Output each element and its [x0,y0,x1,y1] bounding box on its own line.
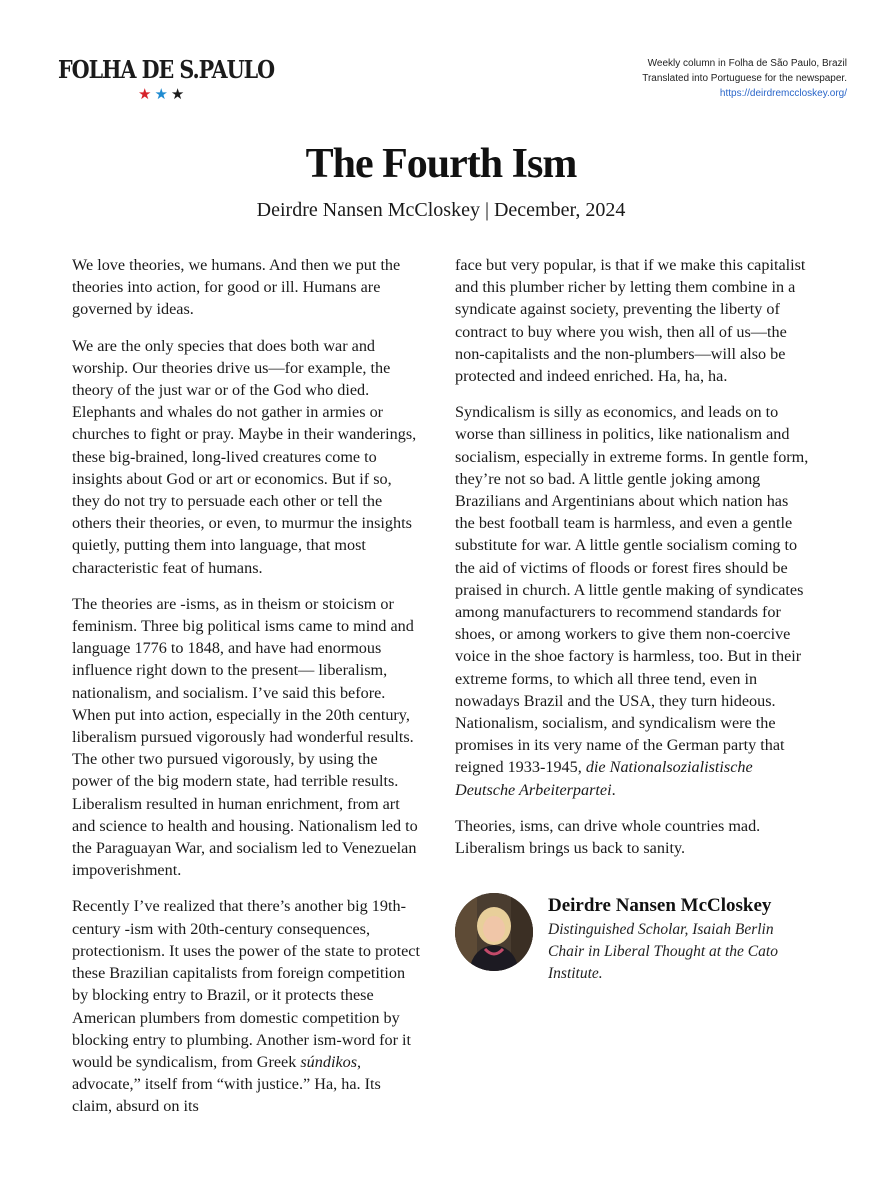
blue-star-icon: ★ [154,85,171,103]
column-note [642,56,847,101]
byline: Deirdre Nansen McCloskey | December, 2024 [256,199,626,221]
paragraph: Theories, isms, can drive whole countries mad. Liberalism brings us back to sanity. [455,816,761,858]
black-star-icon: ★ [170,85,188,103]
italic-term: súndikos [300,1052,358,1071]
masthead [58,55,288,103]
text-run: Syndicalism is silly as economics, and leads on to worse than silliness in politics, like nationalism and socialism, especially in extreme forms. In gentle form, they’re not so bad. A little gentle joking among Brazilians and Argentinians about which nation has the best football team is harmless, and even a gentle substitute for war. A little gentle socialism coming to the aid of victims of floods or forest fires should be praised in church. A little gentle making of syndicates among manufacturers to recommend standards for shoes, or among workers to give them non-coercive voice in the shoe factory is harmless, too. But in their extreme forms, to which all three tend, even in nowadays Brazil and the USA, they turn hideous. Nationalism, socialism, and syndicalism were the promises in its very name of the German party that reigned 1933-1945, [455,403,809,777]
logo-stars [138,86,187,102]
newspaper-logo: FOLHA DE S.PAULO [58,55,275,84]
author-name: Deirdre Nansen McCloskey [548,895,772,916]
paragraph: The theories are -isms, as in theism or stoicism or feminism. Three big political isms came to mind and language 1776 to 1848, and have had enormous influence right down to the present— liberalism, nationalism, and socialism. I’ve said this before. When put into action, especially in the 20th century, liberalism pursued vigorously had wonderful results. The other two pursued vigorously, by using the power of the big modern state, had terrible results. Liberalism resulted in human enrichment, from art and science to health and housing. Nationalism led to the Paraguayan War, and socialism led to Venezuelan impoverishment. [72,594,418,880]
right-column [455,254,810,873]
article-title: The Fourth Ism [305,141,577,187]
paragraph [72,895,422,1117]
text-run: , advocate,” itself from “with justice.” Ha, ha. Its claim, absurd on its [72,1052,381,1116]
note-line-1: Weekly column in Folha de São Paulo, Brazil [647,58,847,69]
note-line-2: Translated into Portuguese for the newspaper. [642,73,847,84]
text-run: Recently I’ve realized that there’s another big 19th-century -ism with 20th-century consequences, protectionism. It uses the power of the state to protect these Brazilian capitalists from foreign competition by blocking entry to Brazil, or it protects these American plumbers from domestic competition by blocking entry to plumbing. Another ism-word for it would be syndicalism, from Greek [72,897,420,1071]
italic-term: die Nationalsozialistische Deutsche Arbeiterpartei [455,758,753,799]
website-link[interactable]: https://deirdremccloskey.org/ [719,88,847,99]
author-avatar [455,893,533,971]
paragraph [455,401,810,801]
paragraph: We love theories, we humans. And then we put the theories into action, for good or ill. Humans are governed by ideas. [72,256,401,319]
left-column [72,254,422,1132]
red-star-icon: ★ [138,85,155,103]
author-description: Distinguished Scholar, Isaiah Berlin Chair in Liberal Thought at the Cato Institute. [548,921,778,982]
paragraph: We are the only species that does both war and worship. Our theories drive us—for example, the theory of the just war or of the God who died. Elephants and whales do not gather in armies or churches to fight or pray. Maybe in their wanderings, these big-brained, long-lived creatures come to insights about God or art or economics. But if so, they do not try to persuade each other or tell the others their theories, or even, to murmur the insights quietly, putting them into language, that most characteristic feat of humans. [72,336,417,577]
text-run: . [611,780,616,799]
paragraph: face but very popular, is that if we make this capitalist and this plumber richer by letting them combine in a syndicate against society, preventing the liberty of contract to buy where you wish, then all of us—the non-capitalists and the non-plumbers—will also be protected and indeed enriched. Ha, ha, ha. [455,256,806,386]
